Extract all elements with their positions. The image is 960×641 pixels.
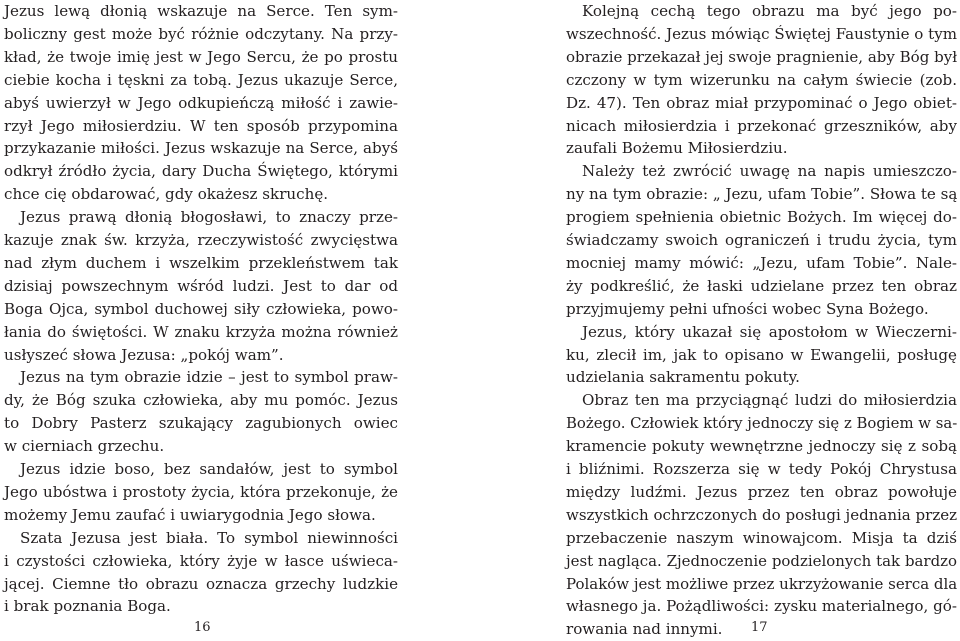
text-line: boliczny gest może być różnie odczytany. Na przy- xyxy=(4,24,398,43)
text-line: Należy też zwrócić uwagę na napis umieszczo- xyxy=(582,162,957,181)
text-line: wszechność. Jezus mówiąc Świętej Faustynie o tym xyxy=(566,24,957,43)
text-line: wszystkich ochrzczonych do posługi jednania przez xyxy=(566,505,958,524)
text-line: kład, że twoje imię jest w Jego Sercu, że po prostu xyxy=(4,47,398,66)
text-line: przebaczenie naszym winowajcom. Misja ta dziś xyxy=(566,528,957,547)
text-line: ciebie kocha i tęskni za tobą. Jezus ukazuje Serce, xyxy=(4,70,398,89)
text-line: usłyszeć słowa Jezusa: „pokój wam”. xyxy=(4,345,284,364)
text-line: mocniej mamy mówić: „Jezu, ufam Tobie”. Nale- xyxy=(566,253,957,272)
text-line: własnego ja. Pożądliwości: zysku materialnego, gó- xyxy=(566,597,957,616)
text-line: kramencie pokuty wewnętrzne jednoczy się z sobą xyxy=(566,437,957,456)
text-line: Jezus prawą dłonią błogosławi, to znaczy prze- xyxy=(20,208,398,227)
text-line: ży podkreślić, że łaski udzielane przez ten obraz xyxy=(566,276,957,295)
text-line: nad złym duchem i wszelkim przekleństwem tak xyxy=(4,253,398,272)
text-line: i bliźnimi. Rozszerza się w tedy Pokój Chrystusa xyxy=(566,460,957,478)
text-line: dzisiaj powszechnym wśród ludzi. Jest to dar od xyxy=(4,276,398,295)
text-line: progiem spełnienia obietnic Bożych. Im więcej do- xyxy=(566,208,957,227)
text-line: chce cię obdarować, gdy okażesz skruchę. xyxy=(4,185,329,204)
text-line: Bożego. Człowiek który jednoczy się z Bogiem w sa- xyxy=(566,414,958,433)
text-line: abyś uwierzył w Jego odkupieńczą miłość i zawie- xyxy=(4,93,398,112)
right-page xyxy=(480,0,960,639)
text-line: możemy Jemu zaufać i uwiarygodnia Jego słowa. xyxy=(4,505,376,524)
page-number: 16 xyxy=(194,620,211,635)
page-number: 17 xyxy=(751,620,768,635)
text-line: ku, zlecił im, jak to opisano w Ewangelii, posługę xyxy=(566,345,957,364)
text-line: obrazie przekazał jej swoje pragnienie, aby Bóg był xyxy=(566,47,958,66)
text-line: kazuje znak św. krzyża, rzeczywistość zwycięstwa xyxy=(4,231,398,249)
text-line: Jezus, który ukazał się apostołom w Wieczerni- xyxy=(582,322,957,341)
text-line: łania do świętości. W znaku krzyża można również xyxy=(4,322,398,341)
text-line: Szata Jezusa jest biała. To symbol niewinności xyxy=(20,528,398,547)
text-line: jącej. Ciemne tło obrazu oznacza grzechy ludzkie xyxy=(4,574,398,593)
text-line: odkrył źródło życia, dary Ducha Świętego, którymi xyxy=(4,162,398,181)
text-line: Jezus na tym obrazie idzie – jest to symbol praw- xyxy=(20,368,398,387)
text-line: rzył Jego miłosierdziu. W ten sposób przypomina xyxy=(4,116,398,135)
text-line: dy, że Bóg szuka człowieka, aby mu pomóc. Jezus xyxy=(4,391,398,410)
text-line: i brak poznania Boga. xyxy=(4,597,171,616)
text-line: ny na tym obrazie: „ Jezu, ufam Tobie”. Słowa te są xyxy=(566,185,958,204)
text-line: przyjmujemy pełni ufności wobec Syna Bożego. xyxy=(566,299,929,318)
text-line: Jego ubóstwa i prostoty życia, która przekonuje, że xyxy=(4,482,398,501)
text-line: jest nagląca. Zjednoczenie podzielonych tak bardzo xyxy=(566,551,958,570)
text-line: czczony w tym wizerunku na całym świecie (zob. xyxy=(566,70,957,89)
text-line: Jezus idzie boso, bez sandałów, jest to symbol xyxy=(20,460,398,478)
text-line: to Dobry Pasterz szukający zagubionych owiec xyxy=(4,414,398,433)
text-line: świadczamy swoich ograniczeń i trudu życia, tym xyxy=(566,231,957,249)
text-line: Kolejną cechą tego obrazu ma być jego po- xyxy=(582,2,957,20)
text-line: udzielania sakramentu pokuty. xyxy=(566,368,800,387)
text-line: Polaków jest możliwe przez ukrzyżowanie serca dla xyxy=(566,574,958,593)
text-line: Obraz ten ma przyciągnąć ludzi do miłosierdzia xyxy=(582,391,957,410)
text-line: i czystości człowieka, który żyje w łasce uświeca- xyxy=(4,551,398,570)
text-line: rowania nad innymi. xyxy=(566,620,723,639)
left-page xyxy=(0,0,480,634)
text-line: zaufali Bożemu Miłosierdziu. xyxy=(566,139,788,158)
text-line: w cierniach grzechu. xyxy=(4,437,165,456)
text-line: nicach miłosierdzia i przekonać grzeszników, aby xyxy=(566,116,957,135)
text-line: Dz. 47). Ten obraz miał przypominać o Jego obiet- xyxy=(566,93,957,112)
text-line: między ludźmi. Jezus przez ten obraz powołuje xyxy=(566,482,957,501)
text-line: Jezus lewą dłonią wskazuje na Serce. Ten sym- xyxy=(4,2,398,20)
text-line: przykazanie miłości. Jezus wskazuje na Serce, abyś xyxy=(4,139,398,158)
text-line: Boga Ojca, symbol duchowej siły człowieka, powo- xyxy=(4,299,398,318)
